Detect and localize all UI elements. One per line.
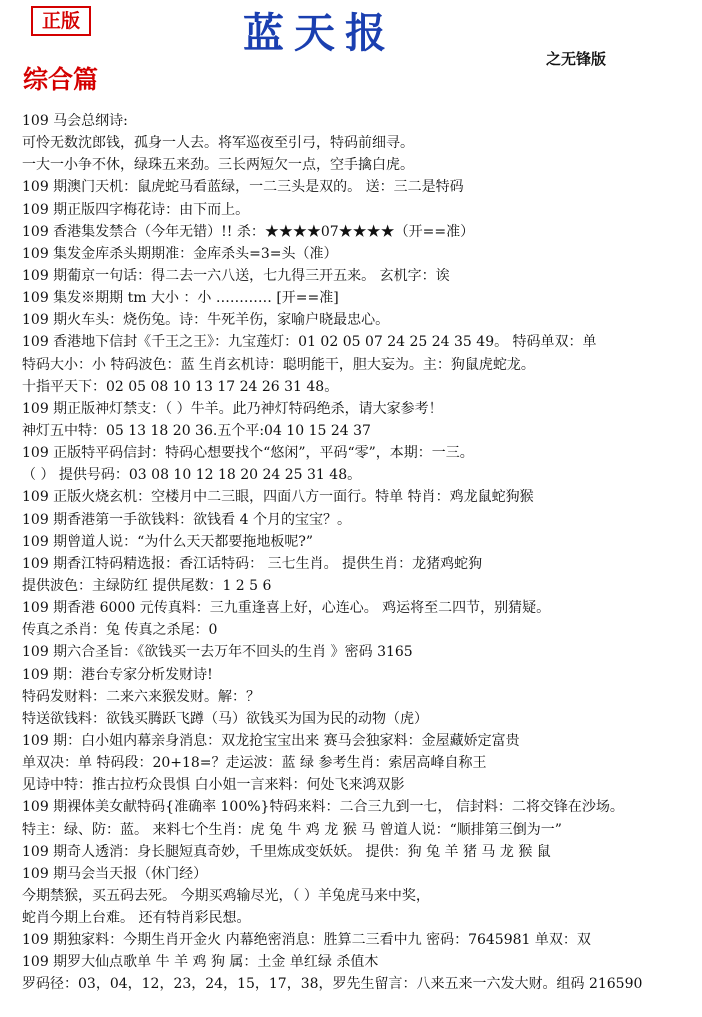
text-line: 109 期香港 6000 元传真料：三九重逢喜上好，心连心。 鸡运将至二四节，别猜疑。 [22, 600, 551, 617]
text-line: 109 期马会当天报（休门经） [22, 865, 208, 882]
text-line: 109 期：港台专家分析发财诗! [22, 666, 213, 683]
text-line: 109 期火车头：烧伤兔。诗：牛死羊伤，家喻户晓最忠心。 [22, 312, 390, 329]
text-line: 罗码径：03，04，12，23，24，15，17，38，罗先生留言：八来五来一六发大财。组码 216590 [22, 976, 643, 993]
text-line: 109 期裸体美女献特码{准确率 100%}特码来料：二合三九到一七， 信封料：二将交锋在沙场。 [22, 799, 624, 816]
text-line: 109 香港集发禁合（今年无错）!! 杀：★★★★07★★★★（开==准） [22, 223, 475, 240]
text-line: 109 正版特平码信封：特码心想要找个“悠闲”，平码“零”，本期：一三。 [22, 445, 474, 462]
text-line: 特主：绿、防：蓝。 来料七个生肖：虎 兔 牛 鸡 龙 猴 马 曾道人说：“顺排第三倒为一” [22, 821, 562, 838]
text-line: 传真之杀肖：兔 传真之杀尾：0 [22, 622, 218, 639]
text-line: 109 期六合圣旨：《欲钱买一去万年不回头的生肖 》密码 3165 [22, 644, 413, 661]
text-line: 109 期正版四字梅花诗：由下而上。 [22, 201, 250, 218]
section-heading: 综合篇 [23, 65, 99, 94]
text-line: 109 集发※期期 tm 大小 ：小 ………… [开==准] [22, 290, 339, 307]
text-line: 今期禁猴，买五码去死。 今期买鸡输尽光，（ ）羊兔虎马来中奖， [22, 887, 430, 904]
text-line: 109 期曾道人说：“为什么天天都要拖地板呢?” [22, 533, 313, 550]
text-line: 特码发财料：二来六来猴发财。解：？ [22, 688, 260, 705]
text-line: 109 期澳门天机：鼠虎蛇马看蓝绿，一二三头是双的。 送：三二是特码 [22, 179, 464, 196]
edition-label: 之无锋版 [546, 50, 607, 68]
text-line: 蛇肖今期上台难。 还有特肖彩民想。 [22, 910, 251, 927]
text-line: 特码大小：小 特码波色：蓝 生肖玄机诗：聪明能干，胆大妄为。主：狗鼠虎蛇龙。 [22, 356, 535, 373]
text-line: 109 集发金库杀头期期准：金库杀头=3=头（准） [22, 245, 338, 262]
text-line: 可怜无数沈郎钱，孤身一人去。将军巡夜至引弓，特码前细寻。 [22, 135, 414, 152]
text-line: （ ） 提供号码：03 08 10 12 18 20 24 25 31 48。 [22, 467, 362, 484]
text-line: 提供波色：主绿防红 提供尾数：1 2 5 6 [22, 577, 272, 594]
article-body [22, 110, 694, 996]
text-line: 十指平天下：02 05 08 10 13 17 24 26 31 48。 [22, 378, 339, 395]
text-line: 109 期奇人透消：身长腿短真奇妙，千里炼成变妖妖。 提供：狗 兔 羊 猪 马 龙 猴 鼠 [22, 843, 551, 860]
text-line: 109 马会总纲诗: [22, 113, 128, 129]
text-line: 见诗中特：推古拉朽众畏惧 白小姐一言来料：何处飞来鸿双影 [22, 777, 405, 794]
text-line: 109 期独家料：今期生肖开金火 内幕绝密消息：胜算二三看中九 密码：7645981 单双：双 [22, 932, 591, 949]
text-line: 109 期罗大仙点歌单 牛 羊 鸡 狗 属：土金 单红绿 杀值木 [22, 954, 379, 971]
text-line: 109 期：白小姐内幕亲身消息：双龙抢宝宝出来 赛马会独家料：金屋藏娇定富贵 [22, 732, 520, 749]
text-line: 109 正版火烧玄机：空楼月中二三眼，四面八方一面行。特单 特肖：鸡龙鼠蛇狗猴 [22, 489, 534, 506]
newspaper-title: 蓝天报 [243, 9, 396, 57]
text-line: 109 期正版神灯禁支：（ ）牛羊。此乃神灯特码绝杀，请大家参考！ [22, 400, 443, 417]
text-line: 109 期香港第一手欲钱料：欲钱看 4 个月的宝宝？。 [22, 511, 351, 528]
text-line: 109 期香江特码精选报：香江话特码： 三七生肖。 提供生肖：龙猪鸡蛇狗 [22, 555, 483, 572]
text-line: 109 期葡京一句话：得二去一六八送，七九得三开五来。 玄机字：诶 [22, 267, 450, 284]
text-line: 神灯五中特：05 13 18 20 36.五个平:04 10 15 24 37 [22, 422, 371, 439]
text-line: 特送欲钱料：欲钱买腾跃飞蹲（马）欲钱买为国为民的动物（虎） [22, 710, 428, 727]
genuine-edition-badge: 正版 [31, 6, 91, 36]
text-line: 单双决：单 特码段：20+18=？走运波：蓝 绿 参考生肖：索居高峰自称王 [22, 755, 487, 772]
text-line: 一大一小争不休，绿珠五来劲。三长两短欠一点，空手擒白虎。 [22, 157, 414, 174]
text-line: 109 香港地下信封《千王之王》：九宝莲灯：01 02 05 07 24 25 24 35 49。 特码单双：单 [22, 334, 597, 351]
